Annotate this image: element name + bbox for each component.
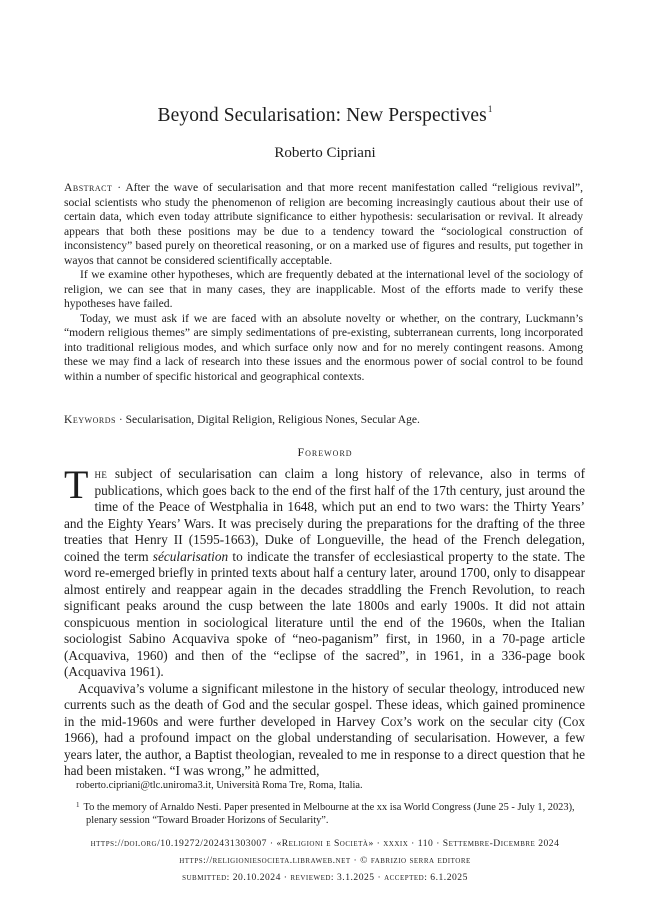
body-paragraph-1-part2: to indicate the transfer of ecclesiastical property to the state. The word re-emerged briefly in printed texts about half a century later, around 1700, only to disappear almost entirely and reappear again in the decades straddling the French Revolution, to reach significant peaks around the cusp between the late 1800s and early 1900s. It did not attain conspicuous mention in sociological literature until the end of the 1960s, when the Italian sociologist Sabino Acquaviva spoke of “neo-paganism” first, in 1960, in a 70-page article (Acquaviva, 1960) and then of the “eclipse of the sacred”, in 1961, in a 336-page book (Acquaviva 1961). [64,548,586,679]
footnote-mark: 1 [76,800,80,809]
footer-publisher-line: https://religioniesocieta.libraweb.net · © fabrizio serra editore [179,855,471,866]
abstract-text-1: After the wave of secularisation and that more recent manifestation called “religious revival”, social scientists who study the phenomenon of religion are becoming increasingly cautious about their use of certain data, which even today attribute significance to either hypothesis: secularisation or revival. It already appears that both these positions may be due to a tendency toward the “sociological construction of inconsistency” based purely on theoretical reasoning, or on a marked use of figures and results, put together in wayos that cannot be considered scientifically acceptable. [64,181,583,267]
body-paragraph-2: Acquaviva’s volume a significant milestone in the history of secular theology, introduced new currents such as the death of God and the secular gospel. These ideas, which gained prominence in the mid-1960s and were further developed in Harvey Cox’s work on the secular city (Cox 1966), had a profound impact on the global understanding of secularisation. However, a few years later, the author, a Baptist theologian, revealed to me in response to a direct question that he had been mistaken. “I was wrong,” he admitted, [64,680,585,778]
author-affiliation: roberto.cipriani@tlc.uniroma3.it, Università Roma Tre, Roma, Italia. [76,780,363,791]
italic-term: sécularisation [152,548,229,564]
abstract-paragraph-3: Today, we must ask if we are faced with an absolute novelty or whether, on the contrary, Luckmann’s “modern religious themes” are simply sedimentations of pre-existing, subterranean currents, long incorporated into traditional religious modes, and which surface only now and for no merely contingent reasons. Among these we may find a lack of research into these issues and the enormous power of social control to be found within a number of specific historical and geographical contexts. [64,311,583,383]
article-title [0,104,650,127]
abstract-paragraph-1 [64,181,583,268]
section-heading-foreword: Foreword [297,445,353,459]
body-text [64,462,586,780]
title-text: Beyond Secularisation: New Perspectives [157,105,487,126]
title-footnote-mark: 1 [487,104,493,114]
keywords-separator: · [115,413,126,426]
abstract-label: Abstract [64,181,113,194]
footer-doi-line: https://doi.org/10.19272/202431303007 · «Religioni e Società» · xxxix · 110 · Settembre-Dicembre 2024 [90,838,560,849]
keywords-line [64,413,583,428]
body-paragraph-1-part1: subject of secularisation can claim a long history of relevance, also in terms of publications, which goes back to the end of the first half of the 17th century, just around the time of the Peace of Westphalia in 1648, which put an end to two wars: the Thirty Years’ and the Eighty Years’ Wars. It was precisely during the preparations for the drafting of the three treaties that Henry II (1595-1663), Duke of Longueville, the head of the French delegation, coined the term [64,466,585,564]
footer-dates-line: submitted: 20.10.2024 · reviewed: 3.1.2025 · accepted: 6.1.2025 [182,872,468,883]
abstract-paragraph-2: If we examine other hypotheses, which are frequently debated at the international level of the sociology of religion, we can see that in many cases, they are inapplicable. Most of the efforts made to verify these hypotheses have failed. [64,268,583,310]
drop-cap: T [64,462,89,507]
body-paragraph-1 [64,462,586,681]
footnotes-block [76,779,585,828]
abstract-block [64,181,583,384]
footnote-text: To the memory of Arnaldo Nesti. Paper presented in Melbourne at the xx isa World Congress (June 25 - July 1, 2023), plenary session “Toward Broader Horizons of Secularity”. [83,801,575,826]
publication-footer [0,835,650,886]
abstract-separator: · [112,181,126,194]
author-name: Roberto Cipriani [274,145,376,161]
keywords-label: Keywords [64,413,116,426]
lead-smallcaps: he [94,466,108,481]
keywords-text: Secularisation, Digital Religion, Religious Nones, Secular Age. [125,413,420,426]
footnote-1 [76,799,585,828]
